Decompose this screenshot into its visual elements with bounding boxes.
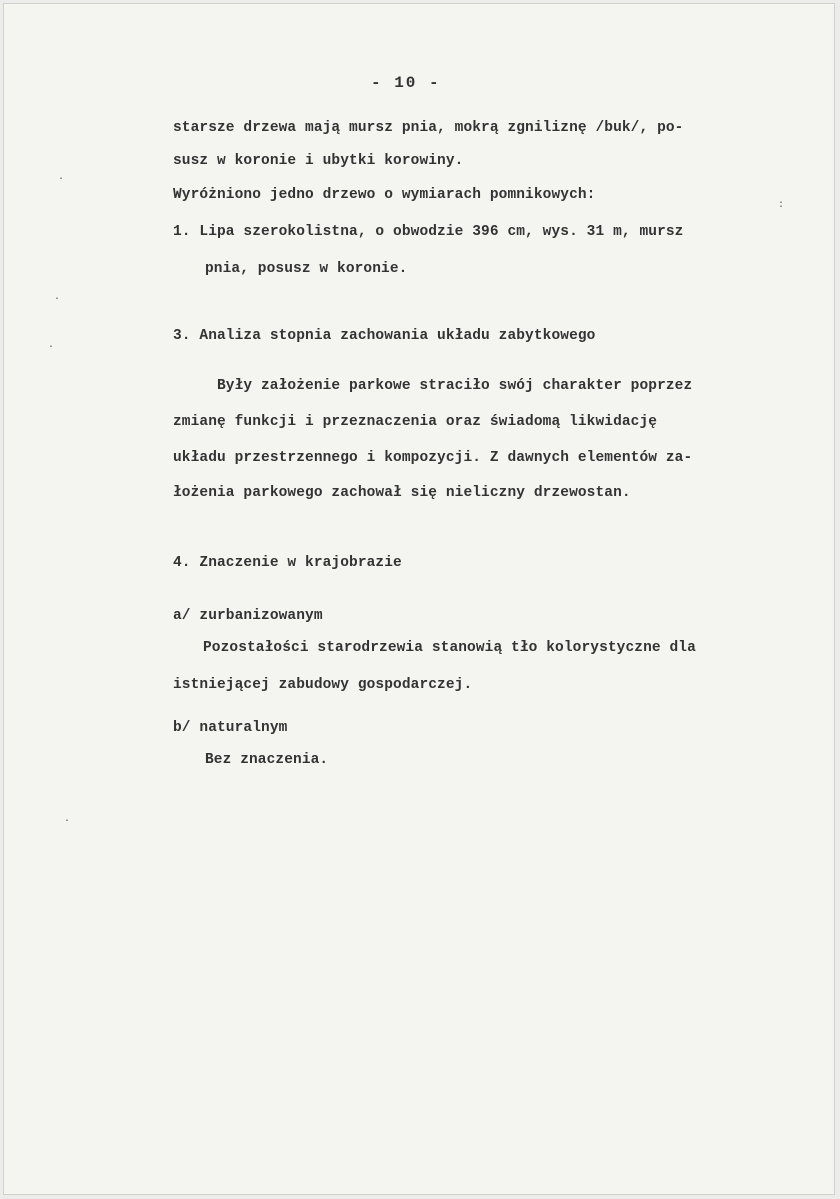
text-line: Pozostałości starodrzewia stanowią tło kolorystyczne dla [203,640,696,656]
page-number: - 10 - [371,74,441,92]
margin-speck: : [778,200,785,211]
margin-speck: · [58,174,65,185]
text-line: Bez znaczenia. [205,752,329,768]
text-line: Wyróżniono jedno drzewo o wymiarach pomnikowych: [173,187,596,203]
text-line: susz w koronie i ubytki korowiny. [173,153,464,169]
margin-speck: · [48,342,55,353]
text-line: starsze drzewa mają mursz pnia, mokrą zgniliznę /buk/, po- [173,120,684,136]
section-heading: 4. Znaczenie w krajobrazie [173,555,402,571]
section-heading: 3. Analiza stopnia zachowania układu zabytkowego [173,328,596,344]
text-line: zmianę funkcji i przeznaczenia oraz świadomą likwidację [173,414,658,430]
text-line: 1. Lipa szerokolistna, o obwodzie 396 cm, wys. 31 m, mursz [173,224,684,240]
subsection-heading: a/ zurbanizowanym [173,608,323,624]
text-line: Były założenie parkowe straciło swój charakter poprzez [217,378,693,394]
margin-speck: · [54,294,61,305]
document-page [3,3,835,1195]
subsection-heading: b/ naturalnym [173,720,288,736]
text-line: łożenia parkowego zachował się nieliczny drzewostan. [173,485,631,501]
margin-speck: · [64,816,71,827]
text-line: pnia, posusz w koronie. [205,261,408,277]
text-line: układu przestrzennego i kompozycji. Z dawnych elementów za- [173,450,693,466]
text-line: istniejącej zabudowy gospodarczej. [173,677,473,693]
